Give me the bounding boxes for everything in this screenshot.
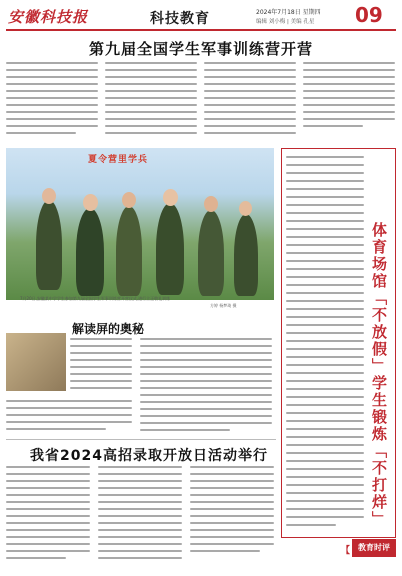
newspaper-logo: 安徽科技报 [8, 8, 89, 26]
section-divider [6, 439, 276, 440]
sub-article-body [6, 338, 276, 438]
section-title: 科技教育 [150, 11, 210, 27]
photo-banner: 夏令营里学兵 [88, 155, 149, 165]
students-training-photo [6, 148, 274, 300]
masthead-rule [6, 29, 396, 31]
issue-date: 2024年7月18日 星期四 [256, 9, 321, 16]
editor-credits: 编辑 刘小梅 | 美编 孔星 [256, 19, 315, 25]
second-article-body [6, 466, 276, 570]
page-number: 09 [355, 3, 383, 27]
column-tag-bracket-icon: 【 [341, 546, 351, 556]
commentary-body [286, 156, 364, 536]
photo-credit: 方婷 杨梦琦 摄 [210, 303, 237, 308]
second-article-headline: 我省2024高招录取开放日活动举行 [30, 448, 268, 464]
sub-article-headline: 解读屏的奥秘 [72, 322, 145, 336]
column-tag: 教育时评 [352, 539, 396, 557]
commentary-title: 体育场馆「不放假」学生锻炼「不打烊」 [370, 222, 388, 528]
main-headline: 第九届全国学生军事训练营开营 [88, 40, 313, 58]
photo-caption: 7月20日,安徽某中学学生参加第九届全国学生军事训练营开营仪式,进行立正敬礼训练 [20, 296, 171, 301]
main-article-body [6, 62, 396, 142]
